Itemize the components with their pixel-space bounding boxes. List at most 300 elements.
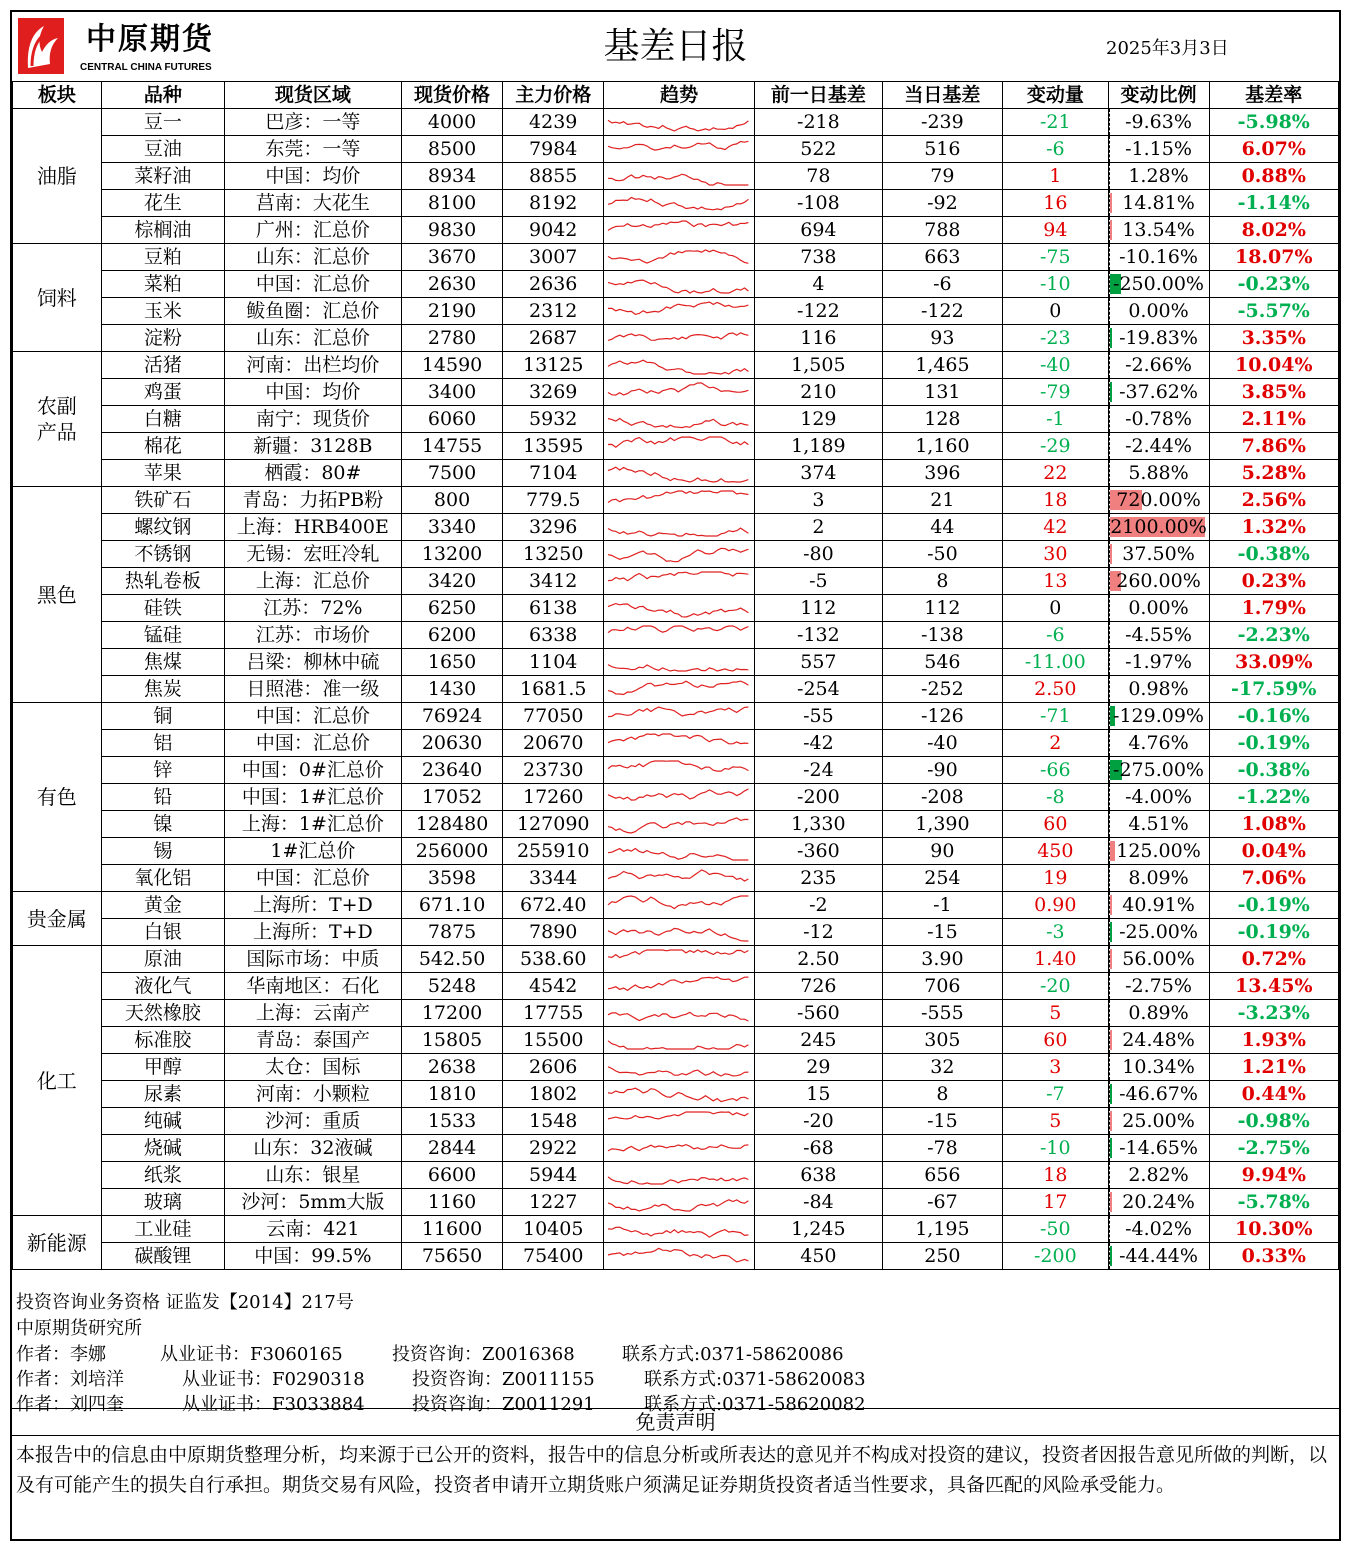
trend-sparkline [604, 325, 754, 351]
trend-cell [604, 892, 755, 919]
change-cell: 18 [1003, 487, 1108, 514]
variety-cell: 焦炭 [101, 676, 224, 703]
change-ratio-cell [1108, 784, 1209, 811]
ratio-bar [1110, 1030, 1112, 1050]
prev-basis-cell: 738 [755, 244, 883, 271]
trend-cell [604, 217, 755, 244]
change-ratio-cell [1108, 136, 1209, 163]
table-row [13, 136, 1339, 163]
main-price-cell: 127090 [503, 811, 604, 838]
ratio-bar [1110, 1138, 1112, 1158]
main-price-cell: 672.40 [503, 892, 604, 919]
basis-rate-cell: -0.19% [1209, 919, 1339, 946]
variety-cell: 镍 [101, 811, 224, 838]
curr-basis-cell: 788 [882, 217, 1002, 244]
author-cert: 从业证书：F3033884 [182, 1394, 365, 1415]
main-price-cell: 7890 [503, 919, 604, 946]
trend-sparkline [604, 730, 754, 756]
trend-sparkline [604, 1162, 754, 1188]
trend-cell [604, 919, 755, 946]
column-header: 板块 [13, 82, 102, 109]
variety-cell: 豆油 [101, 136, 224, 163]
ratio-text: 2100.00% [1110, 516, 1207, 538]
trend-sparkline [604, 190, 754, 216]
ratio-text: 1.28% [1128, 165, 1189, 187]
logo-chinese-name: 中原期货 [86, 22, 214, 57]
ratio-text: -4.02% [1125, 1218, 1192, 1240]
spot-price-cell: 5248 [401, 973, 503, 1000]
prev-basis-cell: 450 [755, 1243, 883, 1270]
prev-basis-cell: 1,245 [755, 1216, 883, 1243]
curr-basis-cell: 44 [882, 514, 1002, 541]
main-price-cell: 20670 [503, 730, 604, 757]
basis-rate-cell: -5.78% [1209, 1189, 1339, 1216]
region-cell: 中国：汇总价 [225, 730, 402, 757]
variety-cell: 焦煤 [101, 649, 224, 676]
change-ratio-cell [1108, 865, 1209, 892]
main-price-cell: 2636 [503, 271, 604, 298]
basis-rate-cell: -0.38% [1209, 757, 1339, 784]
sector-cell: 油脂 [13, 109, 102, 244]
variety-cell: 铅 [101, 784, 224, 811]
basis-rate-cell: -5.57% [1209, 298, 1339, 325]
column-header: 现货价格 [401, 82, 503, 109]
spot-price-cell: 14590 [401, 352, 503, 379]
table-row [13, 541, 1339, 568]
report-date: 2025年3月3日 [1106, 38, 1229, 59]
basis-rate-cell: 0.72% [1209, 946, 1339, 973]
spot-price-cell: 6250 [401, 595, 503, 622]
basis-rate-cell: 0.33% [1209, 1243, 1339, 1270]
trend-cell [604, 541, 755, 568]
ratio-text: -10.16% [1119, 246, 1198, 268]
spot-price-cell: 23640 [401, 757, 503, 784]
trend-sparkline [604, 379, 754, 405]
prev-basis-cell: 15 [755, 1081, 883, 1108]
curr-basis-cell: -15 [882, 919, 1002, 946]
ratio-bar [1110, 328, 1112, 348]
curr-basis-cell: 1,465 [882, 352, 1002, 379]
trend-sparkline [604, 136, 754, 162]
spot-price-cell: 17052 [401, 784, 503, 811]
change-ratio-cell [1108, 163, 1209, 190]
ratio-text: 25.00% [1122, 1110, 1195, 1132]
disclaimer-title: 免责声明 [12, 1408, 1339, 1436]
change-cell: 19 [1003, 865, 1108, 892]
trend-sparkline [604, 163, 754, 189]
curr-basis-cell: -1 [882, 892, 1002, 919]
main-price-cell: 1681.5 [503, 676, 604, 703]
ratio-text: -1.97% [1125, 651, 1192, 673]
variety-cell: 花生 [101, 190, 224, 217]
table-row [13, 703, 1339, 730]
ratio-text: 260.00% [1116, 570, 1201, 592]
basis-rate-cell: 10.30% [1209, 1216, 1339, 1243]
trend-cell [604, 784, 755, 811]
trend-cell [604, 487, 755, 514]
table-row [13, 649, 1339, 676]
region-cell: 华南地区：石化 [225, 973, 402, 1000]
region-cell: 上海：1#汇总价 [225, 811, 402, 838]
variety-cell: 硅铁 [101, 595, 224, 622]
trend-cell [604, 730, 755, 757]
basis-rate-cell: -0.19% [1209, 892, 1339, 919]
region-cell: 山东：汇总价 [225, 244, 402, 271]
table-row [13, 1054, 1339, 1081]
basis-rate-cell: 6.07% [1209, 136, 1339, 163]
variety-cell: 标准胶 [101, 1027, 224, 1054]
prev-basis-cell: -12 [755, 919, 883, 946]
region-cell: 中国：0#汇总价 [225, 757, 402, 784]
region-cell: 中国：均价 [225, 379, 402, 406]
spot-price-cell: 3420 [401, 568, 503, 595]
ratio-text: 2.82% [1128, 1164, 1189, 1186]
ratio-text: -25.00% [1119, 921, 1198, 943]
author-contact: 联系方式:0371-58620086 [622, 1344, 844, 1365]
ratio-text: 13.54% [1122, 219, 1195, 241]
trend-sparkline [604, 1189, 754, 1215]
ratio-bar [1110, 382, 1112, 402]
curr-basis-cell: 656 [882, 1162, 1002, 1189]
change-ratio-cell [1108, 1216, 1209, 1243]
prev-basis-cell: -5 [755, 568, 883, 595]
main-price-cell: 2922 [503, 1135, 604, 1162]
region-cell: 中国：汇总价 [225, 865, 402, 892]
trend-sparkline [604, 217, 754, 243]
curr-basis-cell: -252 [882, 676, 1002, 703]
region-cell: 上海：汇总价 [225, 568, 402, 595]
trend-cell [604, 1135, 755, 1162]
spot-price-cell: 2844 [401, 1135, 503, 1162]
trend-sparkline [604, 1027, 754, 1053]
report-header [12, 12, 1339, 81]
region-cell: 新疆：3128B [225, 433, 402, 460]
variety-cell: 天然橡胶 [101, 1000, 224, 1027]
trend-sparkline [604, 568, 754, 594]
change-ratio-cell [1108, 757, 1209, 784]
spot-price-cell: 2190 [401, 298, 503, 325]
variety-cell: 纯碱 [101, 1108, 224, 1135]
change-cell: -7 [1003, 1081, 1108, 1108]
change-cell: -79 [1003, 379, 1108, 406]
spot-price-cell: 8100 [401, 190, 503, 217]
change-ratio-cell [1108, 379, 1209, 406]
basis-rate-cell: -0.19% [1209, 730, 1339, 757]
curr-basis-cell: 79 [882, 163, 1002, 190]
table-row [13, 919, 1339, 946]
curr-basis-cell: -6 [882, 271, 1002, 298]
column-header: 变动比例 [1108, 82, 1209, 109]
spot-price-cell: 13200 [401, 541, 503, 568]
spot-price-cell: 256000 [401, 838, 503, 865]
basis-rate-cell: -0.23% [1209, 271, 1339, 298]
change-cell: 0 [1003, 298, 1108, 325]
trend-cell [604, 1054, 755, 1081]
curr-basis-cell: -15 [882, 1108, 1002, 1135]
change-ratio-cell [1108, 244, 1209, 271]
table-row [13, 622, 1339, 649]
curr-basis-cell: -78 [882, 1135, 1002, 1162]
main-price-cell: 3269 [503, 379, 604, 406]
ratio-text: 4.76% [1128, 732, 1189, 754]
prev-basis-cell: 3 [755, 487, 883, 514]
report-title: 基差日报 [603, 26, 748, 67]
table-row [13, 244, 1339, 271]
main-price-cell: 255910 [503, 838, 604, 865]
trend-cell [604, 109, 755, 136]
prev-basis-cell: 116 [755, 325, 883, 352]
prev-basis-cell: 29 [755, 1054, 883, 1081]
variety-cell: 液化气 [101, 973, 224, 1000]
main-price-cell: 9042 [503, 217, 604, 244]
trend-sparkline [604, 1216, 754, 1242]
prev-basis-cell: -122 [755, 298, 883, 325]
basis-rate-cell: -17.59% [1209, 676, 1339, 703]
change-ratio-cell [1108, 838, 1209, 865]
table-row [13, 1189, 1339, 1216]
prev-basis-cell: -84 [755, 1189, 883, 1216]
variety-cell: 锰硅 [101, 622, 224, 649]
ratio-bar [1110, 1111, 1112, 1131]
main-price-cell: 1227 [503, 1189, 604, 1216]
table-row [13, 973, 1339, 1000]
spot-price-cell: 1650 [401, 649, 503, 676]
ratio-text: 0.98% [1128, 678, 1189, 700]
change-ratio-cell [1108, 109, 1209, 136]
region-cell: 上海：HRB400E [225, 514, 402, 541]
table-row [13, 946, 1339, 973]
ratio-text: 10.34% [1122, 1056, 1195, 1078]
spot-price-cell: 76924 [401, 703, 503, 730]
spot-price-cell: 6200 [401, 622, 503, 649]
trend-cell [604, 460, 755, 487]
change-ratio-cell [1108, 892, 1209, 919]
region-cell: 河南：小颗粒 [225, 1081, 402, 1108]
trend-cell [604, 1243, 755, 1270]
change-ratio-cell [1108, 622, 1209, 649]
trend-cell [604, 838, 755, 865]
basis-rate-cell: 0.04% [1209, 838, 1339, 865]
spot-price-cell: 17200 [401, 1000, 503, 1027]
curr-basis-cell: 112 [882, 595, 1002, 622]
region-cell: 上海所：T+D [225, 919, 402, 946]
change-cell: 18 [1003, 1162, 1108, 1189]
sector-cell: 新能源 [13, 1216, 102, 1270]
change-ratio-cell [1108, 352, 1209, 379]
main-price-cell: 13250 [503, 541, 604, 568]
ratio-bar [1110, 922, 1112, 942]
change-cell: -66 [1003, 757, 1108, 784]
ratio-text: 14.81% [1122, 192, 1195, 214]
change-cell: 42 [1003, 514, 1108, 541]
region-cell: 山东：32液碱 [225, 1135, 402, 1162]
basis-rate-cell: 33.09% [1209, 649, 1339, 676]
change-cell: -3 [1003, 919, 1108, 946]
trend-cell [604, 1000, 755, 1027]
ratio-text: 37.50% [1122, 543, 1195, 565]
prev-basis-cell: -132 [755, 622, 883, 649]
spot-price-cell: 2780 [401, 325, 503, 352]
variety-cell: 玻璃 [101, 1189, 224, 1216]
basis-rate-cell: -2.23% [1209, 622, 1339, 649]
main-price-cell: 17755 [503, 1000, 604, 1027]
logo-english-name: CENTRAL CHINA FUTURES [80, 62, 212, 73]
region-cell: 莒南：大花生 [225, 190, 402, 217]
trend-sparkline [604, 487, 754, 513]
region-cell: 鲅鱼圈：汇总价 [225, 298, 402, 325]
change-ratio-cell [1108, 325, 1209, 352]
curr-basis-cell: 1,160 [882, 433, 1002, 460]
change-ratio-cell [1108, 190, 1209, 217]
prev-basis-cell: 638 [755, 1162, 883, 1189]
ratio-text: -14.65% [1119, 1137, 1198, 1159]
trend-sparkline [604, 595, 754, 621]
variety-cell: 苹果 [101, 460, 224, 487]
variety-cell: 热轧卷板 [101, 568, 224, 595]
trend-cell [604, 1108, 755, 1135]
main-price-cell: 6138 [503, 595, 604, 622]
curr-basis-cell: 8 [882, 1081, 1002, 1108]
spot-price-cell: 11600 [401, 1216, 503, 1243]
region-cell: 江苏：市场价 [225, 622, 402, 649]
prev-basis-cell: -560 [755, 1000, 883, 1027]
region-cell: 1#汇总价 [225, 838, 402, 865]
spot-price-cell: 3670 [401, 244, 503, 271]
curr-basis-cell: 250 [882, 1243, 1002, 1270]
basis-rate-cell: 2.56% [1209, 487, 1339, 514]
table-row [13, 730, 1339, 757]
ratio-text: -37.62% [1119, 381, 1198, 403]
trend-cell [604, 406, 755, 433]
change-ratio-cell [1108, 703, 1209, 730]
prev-basis-cell: -20 [755, 1108, 883, 1135]
main-price-cell: 3412 [503, 568, 604, 595]
prev-basis-cell: 210 [755, 379, 883, 406]
region-cell: 青岛：力拓PB粉 [225, 487, 402, 514]
prev-basis-cell: 112 [755, 595, 883, 622]
column-header: 变动量 [1003, 82, 1108, 109]
basis-rate-cell: 10.04% [1209, 352, 1339, 379]
prev-basis-cell: 78 [755, 163, 883, 190]
variety-cell: 碳酸锂 [101, 1243, 224, 1270]
prev-basis-cell: -42 [755, 730, 883, 757]
ratio-bar [1110, 895, 1112, 915]
table-row [13, 433, 1339, 460]
table-row [13, 1081, 1339, 1108]
prev-basis-cell: 694 [755, 217, 883, 244]
ratio-text: 720.00% [1116, 489, 1201, 511]
table-row [13, 1108, 1339, 1135]
change-cell: 30 [1003, 541, 1108, 568]
ratio-text: -46.67% [1119, 1083, 1198, 1105]
change-ratio-cell [1108, 514, 1209, 541]
variety-cell: 棕榈油 [101, 217, 224, 244]
report-frame [10, 10, 1341, 1541]
variety-cell: 铜 [101, 703, 224, 730]
table-row [13, 1027, 1339, 1054]
region-cell: 河南：出栏均价 [225, 352, 402, 379]
curr-basis-cell: 128 [882, 406, 1002, 433]
ratio-text: 125.00% [1116, 840, 1201, 862]
change-ratio-cell [1108, 946, 1209, 973]
trend-sparkline [604, 838, 754, 864]
change-ratio-cell [1108, 406, 1209, 433]
variety-cell: 尿素 [101, 1081, 224, 1108]
table-row [13, 379, 1339, 406]
table-header-row [13, 82, 1339, 109]
basis-rate-cell: -3.23% [1209, 1000, 1339, 1027]
change-ratio-cell [1108, 676, 1209, 703]
trend-cell [604, 514, 755, 541]
variety-cell: 菜籽油 [101, 163, 224, 190]
main-price-cell: 538.60 [503, 946, 604, 973]
spot-price-cell: 2638 [401, 1054, 503, 1081]
spot-price-cell: 6600 [401, 1162, 503, 1189]
trend-sparkline [604, 919, 754, 945]
region-cell: 中国：汇总价 [225, 703, 402, 730]
variety-cell: 白银 [101, 919, 224, 946]
change-cell: 1 [1003, 163, 1108, 190]
trend-cell [604, 1189, 755, 1216]
region-cell: 广州：汇总价 [225, 217, 402, 244]
main-price-cell: 23730 [503, 757, 604, 784]
curr-basis-cell: 254 [882, 865, 1002, 892]
table-row [13, 298, 1339, 325]
trend-sparkline [604, 460, 754, 486]
curr-basis-cell: -50 [882, 541, 1002, 568]
ratio-bar [1110, 841, 1116, 861]
trend-cell [604, 271, 755, 298]
change-ratio-cell [1108, 1054, 1209, 1081]
table-row [13, 595, 1339, 622]
change-ratio-cell [1108, 217, 1209, 244]
variety-cell: 锡 [101, 838, 224, 865]
ratio-text: -129.09% [1113, 705, 1204, 727]
trend-sparkline [604, 946, 754, 972]
column-header: 当日基差 [882, 82, 1002, 109]
change-cell: -75 [1003, 244, 1108, 271]
sector-cell: 农副产品 [13, 352, 102, 487]
trend-sparkline [604, 1243, 754, 1269]
change-cell: 60 [1003, 811, 1108, 838]
variety-cell: 白糖 [101, 406, 224, 433]
main-price-cell: 1548 [503, 1108, 604, 1135]
region-cell: 吕梁：柳林中硫 [225, 649, 402, 676]
main-price-cell: 4239 [503, 109, 604, 136]
region-cell: 日照港：准一级 [225, 676, 402, 703]
trend-sparkline [604, 784, 754, 810]
main-price-cell: 2312 [503, 298, 604, 325]
change-ratio-cell [1108, 1081, 1209, 1108]
main-price-cell: 5944 [503, 1162, 604, 1189]
sector-cell: 黑色 [13, 487, 102, 703]
region-cell: 东莞：一等 [225, 136, 402, 163]
basis-rate-cell: -2.75% [1209, 1135, 1339, 1162]
spot-price-cell: 1533 [401, 1108, 503, 1135]
curr-basis-cell: 396 [882, 460, 1002, 487]
change-ratio-cell [1108, 1000, 1209, 1027]
trend-cell [604, 973, 755, 1000]
basis-rate-cell: 1.93% [1209, 1027, 1339, 1054]
ratio-text: -2.44% [1125, 435, 1192, 457]
main-price-cell: 3007 [503, 244, 604, 271]
spot-price-cell: 2630 [401, 271, 503, 298]
trend-cell [604, 379, 755, 406]
ratio-text: -2.66% [1125, 354, 1192, 376]
spot-price-cell: 1810 [401, 1081, 503, 1108]
prev-basis-cell: 245 [755, 1027, 883, 1054]
region-cell: 无锡：宏旺冷轧 [225, 541, 402, 568]
